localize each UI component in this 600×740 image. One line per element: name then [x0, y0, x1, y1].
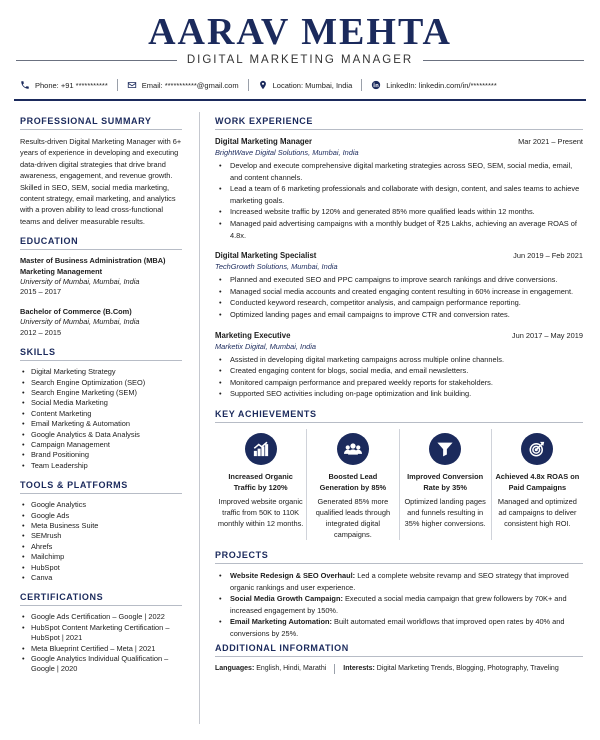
phone-icon	[20, 80, 30, 90]
job-role: Marketing Executive	[215, 330, 291, 340]
education-heading: EDUCATION	[20, 236, 79, 247]
list-item: • Campaign Management	[20, 440, 182, 450]
email-text: Email: ***********@gmail.com	[141, 80, 239, 90]
contact-separator	[361, 79, 362, 91]
achievement-card	[491, 429, 583, 540]
job-bullet: • Develop and execute comprehensive digital marketing strategies across SEO, SEM, social media, email, and content channels.	[215, 160, 583, 183]
job-bullet: • Supported SEO activities including on-page optimization and link building.	[215, 388, 583, 400]
education-item	[20, 256, 182, 298]
info-separator	[334, 664, 335, 674]
list-item: • Email Marketing & Automation	[20, 419, 182, 429]
years: 2012 – 2015	[20, 327, 62, 337]
header-divider	[14, 99, 586, 101]
project-item	[215, 616, 583, 639]
achievements-heading: KEY ACHIEVEMENTS	[215, 408, 317, 419]
linkedin-text[interactable]: LinkedIn: linkedin.com/in/*********	[386, 80, 497, 90]
degree: Master of Business Administration (MBA)	[20, 256, 166, 266]
job-bullet: • Managed social media accounts and created engaging content resulting in 60% increase in engagement.	[215, 286, 583, 298]
achievement-card	[306, 429, 398, 540]
contact-separator	[117, 79, 118, 91]
achievement-desc: Managed and optimized ad campaigns to deliver consistent high ROI.	[497, 496, 577, 528]
title-rule-right	[423, 60, 584, 61]
job-entry	[215, 136, 583, 241]
job-dates: Jun 2017 – May 2019	[511, 330, 583, 340]
list-item: • Content Marketing	[20, 409, 182, 419]
contact-location	[258, 80, 353, 90]
list-item: • Social Media Marketing	[20, 398, 182, 408]
field: Marketing Management	[20, 266, 103, 276]
school: University of Mumbai, Mumbai, India	[20, 277, 140, 287]
list-item: • HubSpot Content Marketing Certification – HubSpot | 2021	[20, 623, 182, 644]
project-name: Website Redesign & SEO Overhaul:	[230, 570, 356, 580]
certifications-heading: CERTIFICATIONS	[20, 592, 104, 603]
degree: Bachelor of Commerce (B.Com)	[20, 306, 132, 316]
job-role: Digital Marketing Specialist	[215, 251, 317, 261]
summary-heading: PROFESSIONAL SUMMARY	[20, 116, 152, 126]
job-bullet: • Optimized landing pages and email campaigns to improve CTR and conversion rates.	[215, 309, 583, 321]
job-bullet: • Created engaging content for blogs, social media, and email newsletters.	[215, 365, 583, 377]
candidate-name: AARAV MEHTA	[148, 11, 452, 53]
achievement-title: Improved Conversion Rate by 35%	[407, 471, 484, 492]
interests-label: Interests:	[343, 665, 375, 673]
section-rule	[215, 656, 583, 657]
section-rule	[20, 493, 182, 494]
job-title-row	[16, 52, 584, 68]
job-bullet: • Conducted keyword research, competitor analysis, and campaign performance reporting.	[215, 297, 583, 309]
list-item: • Ahrefs	[20, 542, 182, 552]
skills-heading: SKILLS	[20, 347, 56, 358]
achievement-desc: Improved website organic traffic from 50K to 110K monthly within 12 months.	[217, 496, 304, 528]
list-item: • Digital Marketing Strategy	[20, 367, 182, 377]
list-item: • Search Engine Marketing (SEM)	[20, 388, 182, 398]
summary-text: Results-driven Digital Marketing Manager with 6+ years of experience in developing and executing data-driven digital strategies that drive brand awareness, engagement, and revenue growth. Skilled in SEO, SEM, social media marketing, content strategy, email marketing, and analytics with a proven ability to lead cross-functional teams and deliver measurable results.	[20, 137, 182, 226]
right-column	[215, 116, 583, 674]
funnel-icon	[429, 433, 461, 465]
job-company: BrightWave Digital Solutions, Mumbai, India	[215, 148, 359, 157]
team-icon	[337, 433, 369, 465]
list-item: • Google Analytics Individual Qualification – Google | 2020	[20, 654, 182, 675]
job-company: TechGrowth Solutions, Mumbai, India	[215, 262, 338, 272]
linkedin-icon	[371, 80, 381, 90]
job-title: DIGITAL MARKETING MANAGER	[186, 54, 414, 66]
list-item: • HubSpot	[20, 563, 182, 573]
project-desc: Built automated email workflows that improved open rates by 40% and conversions by 25%.	[230, 617, 565, 638]
years: 2015 – 2017	[20, 287, 62, 297]
list-item: • Canva	[20, 573, 182, 583]
growth-chart-icon	[245, 433, 277, 465]
list-item: • Google Analytics	[20, 500, 182, 510]
achievement-title: Achieved 4.8x ROAS on Paid Campaigns	[495, 471, 580, 492]
location-text: Location: Mumbai, India	[272, 80, 353, 90]
certifications-list	[20, 612, 182, 674]
job-bullet: • Lead a team of 6 marketing professionals and collaborate with design, content, and sales teams to achieve marketing goals.	[215, 183, 583, 206]
list-item: • Meta Blueprint Certified – Meta | 2021	[20, 644, 182, 654]
interests-value: Digital Marketing Trends, Blogging, Photography, Traveling	[376, 665, 559, 673]
section-rule	[20, 249, 182, 250]
achievements-row	[215, 429, 583, 540]
contact-bar	[20, 78, 580, 92]
achievement-desc: Generated 85% more qualified leads through integrated digital campaigns.	[315, 496, 391, 539]
project-item	[215, 570, 583, 593]
contact-separator	[248, 79, 249, 91]
section-rule	[20, 360, 182, 361]
list-item: • Search Engine Optimization (SEO)	[20, 378, 182, 388]
title-rule-left	[16, 60, 177, 61]
job-company: Marketix Digital, Mumbai, India	[215, 341, 317, 351]
left-column	[20, 116, 182, 675]
tools-list	[20, 500, 182, 583]
projects-list	[215, 570, 583, 640]
section-rule	[215, 563, 583, 564]
education-item	[20, 307, 182, 338]
section-rule	[20, 605, 182, 606]
achievement-title: Increased Organic Traffic by 120%	[228, 471, 293, 492]
skills-list	[20, 367, 182, 471]
list-item: • SEMrush	[20, 531, 182, 541]
achievement-card	[215, 429, 306, 540]
target-icon	[521, 433, 553, 465]
project-item	[215, 593, 583, 616]
languages-label: Languages:	[215, 665, 255, 673]
projects-heading: PROJECTS	[215, 549, 269, 560]
achievement-card	[399, 429, 491, 540]
list-item: • Google Ads	[20, 511, 182, 521]
job-bullet: • Managed paid advertising campaigns with a monthly budget of ₹25 Lakhs, achieving an average ROAS of 4.8x.	[215, 218, 583, 241]
school: University of Mumbai, Mumbai, India	[20, 317, 140, 327]
job-bullet: • Planned and executed SEO and PPC campaigns to improve search rankings and drive conversions.	[215, 274, 583, 286]
list-item: • Brand Positioning	[20, 450, 182, 460]
section-rule	[20, 129, 182, 130]
email-icon	[127, 80, 137, 90]
contact-email	[127, 80, 239, 90]
job-dates: Mar 2021 – Present	[518, 137, 583, 146]
list-item: • Team Leadership	[20, 461, 182, 471]
job-bullet: • Assisted in developing digital marketing campaigns across multiple online channels.	[215, 354, 583, 366]
list-item: • Mailchimp	[20, 552, 182, 562]
job-role: Digital Marketing Manager	[215, 137, 313, 146]
additional-heading: ADDITIONAL INFORMATION	[215, 643, 349, 654]
column-divider	[199, 112, 200, 724]
languages-value: English, Hindi, Marathi	[256, 665, 327, 673]
section-rule	[215, 129, 583, 130]
job-dates: Jun 2019 – Feb 2021	[513, 251, 583, 261]
list-item: • Google Ads Certification – Google | 2022	[20, 612, 182, 622]
additional-info	[215, 663, 583, 674]
contact-phone	[20, 80, 108, 90]
project-name: Email Marketing Automation:	[230, 617, 332, 627]
project-desc: Led a complete website revamp and SEO strategy that improved organic rankings and user experience.	[230, 570, 569, 592]
tools-heading: TOOLS & PLATFORMS	[20, 480, 128, 491]
job-entry	[215, 250, 583, 320]
phone-text: Phone: +91 ***********	[35, 80, 108, 90]
job-bullet: • Increased website traffic by 120% and generated 85% more qualified leads within 12 months.	[215, 206, 583, 218]
contact-linkedin[interactable]	[371, 80, 496, 90]
list-item: • Meta Business Suite	[20, 521, 182, 531]
project-desc: Executed a social media campaign that grew followers by 70K+ and increased engagement by 150%.	[230, 594, 567, 615]
job-entry	[215, 330, 583, 400]
list-item: • Google Analytics & Data Analysis	[20, 430, 182, 440]
project-name: Social Media Growth Campaign:	[230, 594, 343, 604]
section-rule	[215, 422, 583, 423]
location-icon	[258, 80, 268, 90]
experience-heading: WORK EXPERIENCE	[215, 116, 314, 126]
job-bullet: • Monitored campaign performance and prepared weekly reports for stakeholders.	[215, 377, 583, 389]
achievement-title: Boosted Lead Generation by 85%	[319, 471, 387, 492]
achievement-desc: Optimized landing pages and funnels resulting in 35% higher conversions.	[404, 496, 486, 528]
